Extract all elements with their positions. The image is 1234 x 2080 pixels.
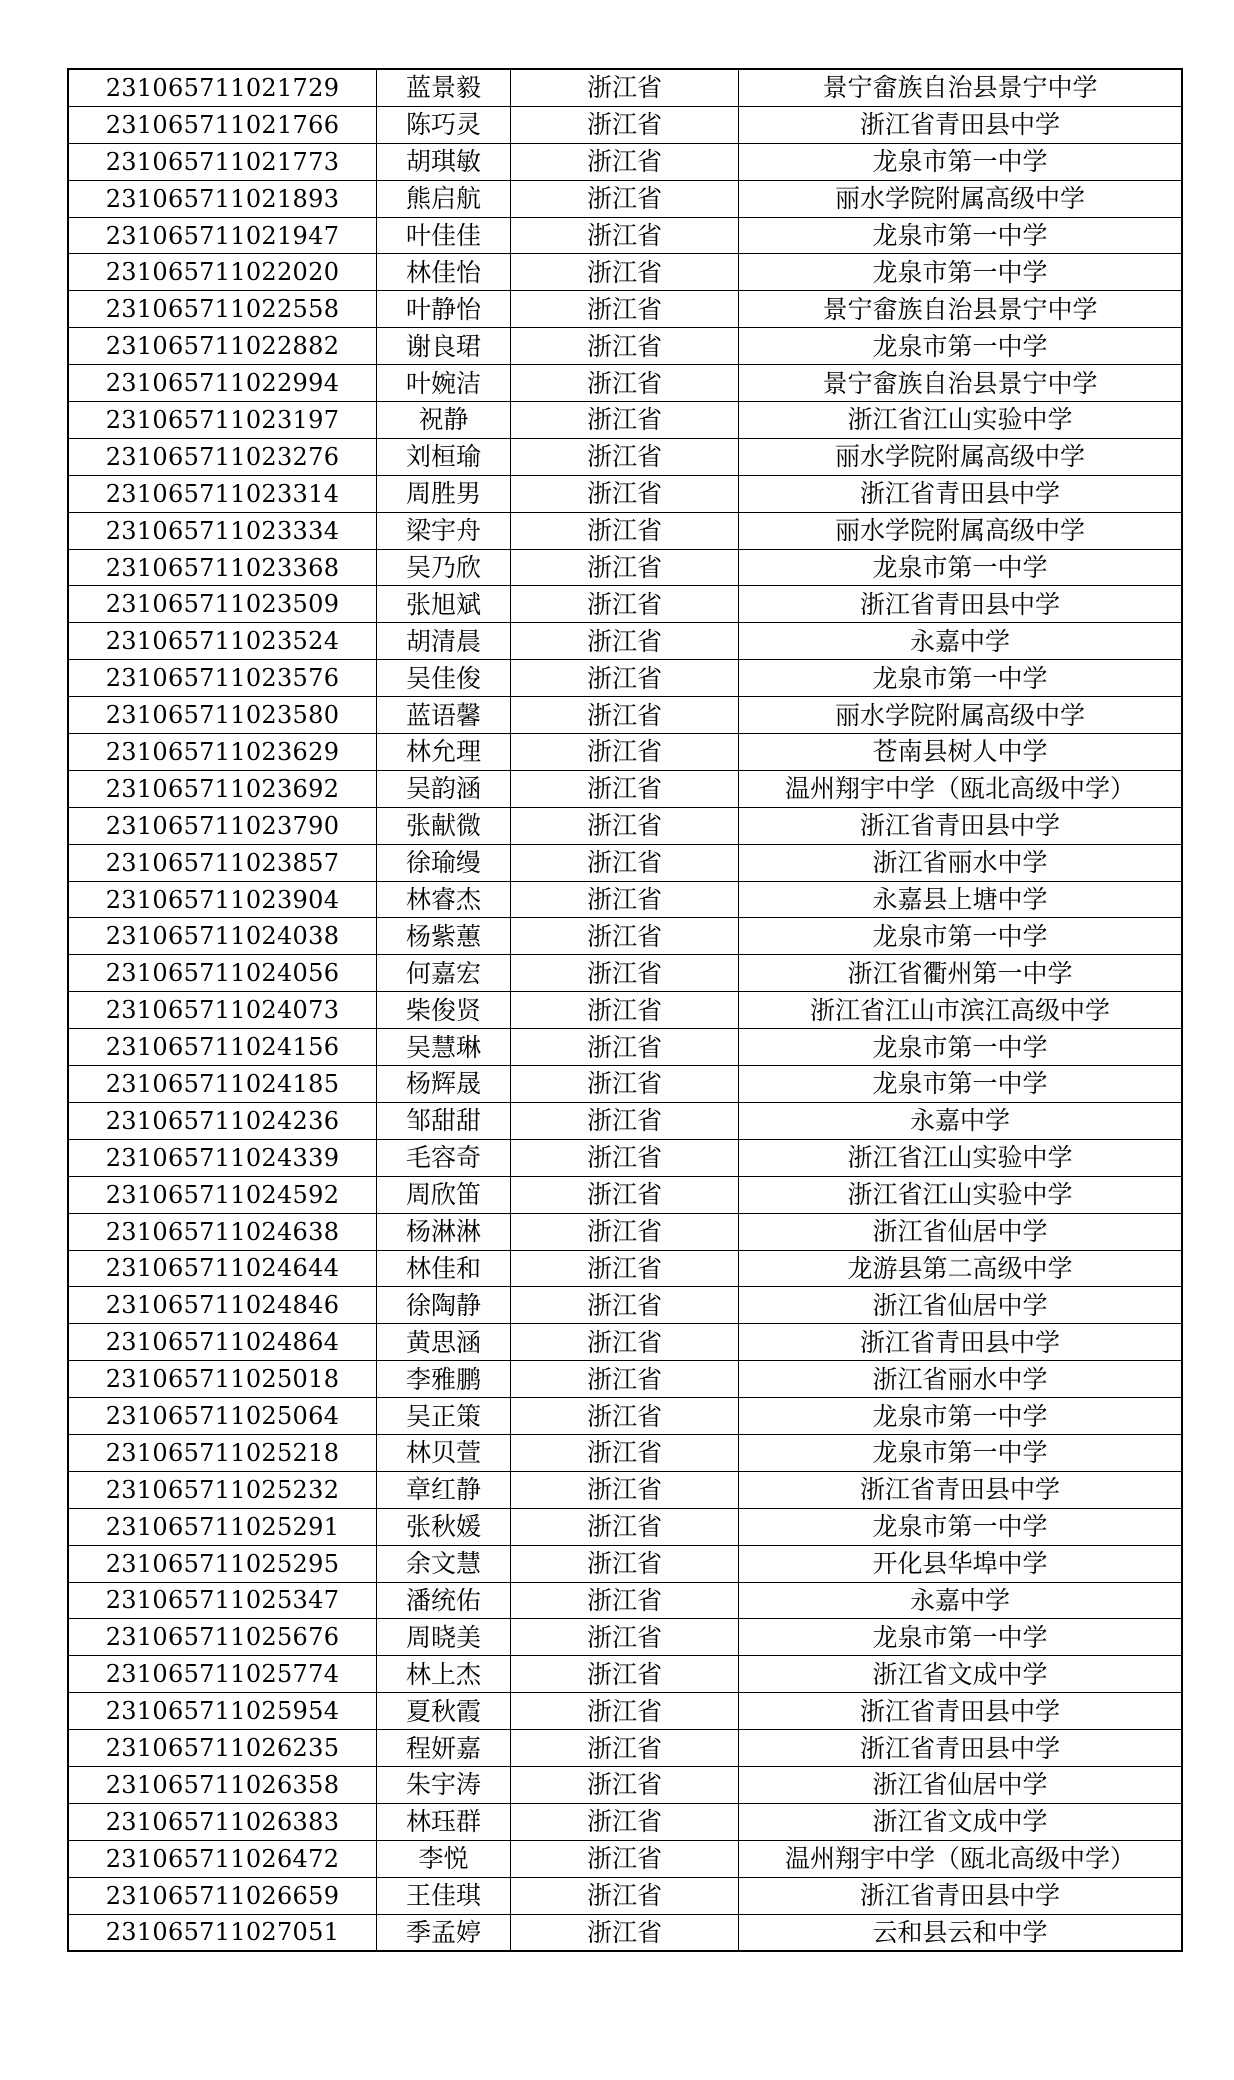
- school-cell: 浙江省青田县中学: [739, 475, 1183, 512]
- exam-number-cell: 231065711024056: [68, 955, 377, 992]
- school-cell: 浙江省青田县中学: [739, 586, 1183, 623]
- exam-number-cell: 231065711023580: [68, 697, 377, 734]
- exam-number-cell: 231065711025954: [68, 1693, 377, 1730]
- student-name-cell: 林贝萱: [377, 1434, 511, 1471]
- exam-number-cell: 231065711024038: [68, 918, 377, 955]
- province-cell: 浙江省: [511, 512, 739, 549]
- school-cell: 浙江省文成中学: [739, 1656, 1183, 1693]
- school-cell: 浙江省仙居中学: [739, 1287, 1183, 1324]
- province-cell: 浙江省: [511, 1434, 739, 1471]
- school-cell: 浙江省青田县中学: [739, 807, 1183, 844]
- table-row: [68, 1619, 1182, 1656]
- school-cell: 浙江省仙居中学: [739, 1213, 1183, 1250]
- school-cell: 浙江省青田县中学: [739, 106, 1183, 143]
- exam-number-cell: 231065711026235: [68, 1730, 377, 1767]
- table-row: [68, 1139, 1182, 1176]
- school-cell: 龙泉市第一中学: [739, 1029, 1183, 1066]
- exam-number-cell: 231065711023629: [68, 734, 377, 771]
- province-cell: 浙江省: [511, 992, 739, 1029]
- school-cell: 浙江省丽水中学: [739, 1361, 1183, 1398]
- province-cell: 浙江省: [511, 1656, 739, 1693]
- student-name-cell: 杨紫蕙: [377, 918, 511, 955]
- school-cell: 浙江省仙居中学: [739, 1766, 1183, 1803]
- school-cell: 浙江省衢州第一中学: [739, 955, 1183, 992]
- table-row: [68, 217, 1182, 254]
- table-row: [68, 1914, 1182, 1951]
- province-cell: 浙江省: [511, 1139, 739, 1176]
- school-cell: 永嘉中学: [739, 1102, 1183, 1139]
- exam-number-cell: 231065711021729: [68, 69, 377, 106]
- table-row: [68, 1693, 1182, 1730]
- province-cell: 浙江省: [511, 770, 739, 807]
- exam-number-cell: 231065711024236: [68, 1102, 377, 1139]
- exam-number-cell: 231065711026358: [68, 1766, 377, 1803]
- province-cell: 浙江省: [511, 918, 739, 955]
- province-cell: 浙江省: [511, 1398, 739, 1435]
- exam-number-cell: 231065711023576: [68, 660, 377, 697]
- school-cell: 永嘉中学: [739, 623, 1183, 660]
- province-cell: 浙江省: [511, 1287, 739, 1324]
- exam-number-cell: 231065711026472: [68, 1840, 377, 1877]
- exam-number-cell: 231065711025218: [68, 1434, 377, 1471]
- school-cell: 景宁畲族自治县景宁中学: [739, 291, 1183, 328]
- table-row: [68, 1066, 1182, 1103]
- school-cell: 龙泉市第一中学: [739, 328, 1183, 365]
- school-cell: 浙江省青田县中学: [739, 1324, 1183, 1361]
- student-name-cell: 何嘉宏: [377, 955, 511, 992]
- school-cell: 开化县华埠中学: [739, 1545, 1183, 1582]
- student-name-cell: 祝静: [377, 402, 511, 439]
- province-cell: 浙江省: [511, 291, 739, 328]
- province-cell: 浙江省: [511, 734, 739, 771]
- student-name-cell: 熊启航: [377, 180, 511, 217]
- student-name-cell: 蓝景毅: [377, 69, 511, 106]
- student-name-cell: 梁宇舟: [377, 512, 511, 549]
- exam-number-cell: 231065711024156: [68, 1029, 377, 1066]
- exam-number-cell: 231065711023509: [68, 586, 377, 623]
- exam-number-cell: 231065711026383: [68, 1803, 377, 1840]
- school-cell: 浙江省江山实验中学: [739, 402, 1183, 439]
- exam-number-cell: 231065711021947: [68, 217, 377, 254]
- school-cell: 龙泉市第一中学: [739, 143, 1183, 180]
- exam-number-cell: 231065711026659: [68, 1877, 377, 1914]
- province-cell: 浙江省: [511, 1582, 739, 1619]
- table-row: [68, 1840, 1182, 1877]
- exam-number-cell: 231065711021773: [68, 143, 377, 180]
- exam-number-cell: 231065711024638: [68, 1213, 377, 1250]
- table-row: [68, 1877, 1182, 1914]
- student-name-cell: 谢良珺: [377, 328, 511, 365]
- school-cell: 龙泉市第一中学: [739, 660, 1183, 697]
- table-row: [68, 365, 1182, 402]
- table-row: [68, 1656, 1182, 1693]
- school-cell: 龙泉市第一中学: [739, 217, 1183, 254]
- student-name-cell: 夏秋霞: [377, 1693, 511, 1730]
- student-name-cell: 李雅鹏: [377, 1361, 511, 1398]
- school-cell: 苍南县树人中学: [739, 734, 1183, 771]
- exam-number-cell: 231065711025232: [68, 1471, 377, 1508]
- student-name-cell: 林佳和: [377, 1250, 511, 1287]
- table-row: [68, 512, 1182, 549]
- student-name-cell: 胡琪敏: [377, 143, 511, 180]
- student-name-cell: 徐瑜缦: [377, 844, 511, 881]
- table-row: [68, 328, 1182, 365]
- student-name-cell: 杨辉晟: [377, 1066, 511, 1103]
- table-row: [68, 1361, 1182, 1398]
- exam-number-cell: 231065711025676: [68, 1619, 377, 1656]
- table-row: [68, 1766, 1182, 1803]
- province-cell: 浙江省: [511, 1250, 739, 1287]
- school-cell: 龙泉市第一中学: [739, 918, 1183, 955]
- table-row: [68, 402, 1182, 439]
- province-cell: 浙江省: [511, 1619, 739, 1656]
- school-cell: 温州翔宇中学（瓯北高级中学）: [739, 770, 1183, 807]
- province-cell: 浙江省: [511, 807, 739, 844]
- school-cell: 云和县云和中学: [739, 1914, 1183, 1951]
- student-table-body: [68, 69, 1182, 1951]
- table-row: [68, 143, 1182, 180]
- student-name-cell: 张秋媛: [377, 1508, 511, 1545]
- exam-number-cell: 231065711022558: [68, 291, 377, 328]
- province-cell: 浙江省: [511, 1877, 739, 1914]
- province-cell: 浙江省: [511, 1803, 739, 1840]
- table-row: [68, 881, 1182, 918]
- school-cell: 浙江省青田县中学: [739, 1471, 1183, 1508]
- table-row: [68, 1471, 1182, 1508]
- student-name-cell: 林允理: [377, 734, 511, 771]
- exam-number-cell: 231065711024592: [68, 1176, 377, 1213]
- table-row: [68, 807, 1182, 844]
- exam-number-cell: 231065711023368: [68, 549, 377, 586]
- student-name-cell: 吴慧琳: [377, 1029, 511, 1066]
- school-cell: 浙江省青田县中学: [739, 1693, 1183, 1730]
- school-cell: 龙泉市第一中学: [739, 1508, 1183, 1545]
- exam-number-cell: 231065711025291: [68, 1508, 377, 1545]
- school-cell: 龙泉市第一中学: [739, 1398, 1183, 1435]
- exam-number-cell: 231065711021766: [68, 106, 377, 143]
- student-name-cell: 林睿杰: [377, 881, 511, 918]
- exam-number-cell: 231065711025774: [68, 1656, 377, 1693]
- student-name-cell: 余文慧: [377, 1545, 511, 1582]
- student-name-cell: 李悦: [377, 1840, 511, 1877]
- table-row: [68, 1176, 1182, 1213]
- student-name-cell: 林上杰: [377, 1656, 511, 1693]
- student-name-cell: 胡清晨: [377, 623, 511, 660]
- province-cell: 浙江省: [511, 1176, 739, 1213]
- student-name-cell: 林珏群: [377, 1803, 511, 1840]
- table-row: [68, 770, 1182, 807]
- exam-number-cell: 231065711023692: [68, 770, 377, 807]
- student-name-cell: 潘统佑: [377, 1582, 511, 1619]
- student-name-cell: 杨淋淋: [377, 1213, 511, 1250]
- table-row: [68, 844, 1182, 881]
- exam-number-cell: 231065711024339: [68, 1139, 377, 1176]
- exam-number-cell: 231065711025018: [68, 1361, 377, 1398]
- table-row: [68, 1250, 1182, 1287]
- student-name-cell: 蓝语馨: [377, 697, 511, 734]
- school-cell: 丽水学院附属高级中学: [739, 180, 1183, 217]
- school-cell: 龙泉市第一中学: [739, 254, 1183, 291]
- province-cell: 浙江省: [511, 143, 739, 180]
- table-row: [68, 1508, 1182, 1545]
- province-cell: 浙江省: [511, 254, 739, 291]
- province-cell: 浙江省: [511, 623, 739, 660]
- table-row: [68, 254, 1182, 291]
- school-cell: 浙江省青田县中学: [739, 1730, 1183, 1767]
- student-name-cell: 朱宇涛: [377, 1766, 511, 1803]
- table-row: [68, 955, 1182, 992]
- student-name-cell: 程妍嘉: [377, 1730, 511, 1767]
- province-cell: 浙江省: [511, 549, 739, 586]
- exam-number-cell: 231065711021893: [68, 180, 377, 217]
- student-name-cell: 吴韵涵: [377, 770, 511, 807]
- school-cell: 龙泉市第一中学: [739, 1619, 1183, 1656]
- table-row: [68, 69, 1182, 106]
- school-cell: 龙泉市第一中学: [739, 1434, 1183, 1471]
- province-cell: 浙江省: [511, 844, 739, 881]
- province-cell: 浙江省: [511, 1066, 739, 1103]
- province-cell: 浙江省: [511, 217, 739, 254]
- province-cell: 浙江省: [511, 69, 739, 106]
- student-name-cell: 章红静: [377, 1471, 511, 1508]
- province-cell: 浙江省: [511, 1730, 739, 1767]
- student-name-cell: 陈巧灵: [377, 106, 511, 143]
- province-cell: 浙江省: [511, 1324, 739, 1361]
- student-name-cell: 柴俊贤: [377, 992, 511, 1029]
- province-cell: 浙江省: [511, 955, 739, 992]
- student-name-cell: 周晓美: [377, 1619, 511, 1656]
- table-row: [68, 1545, 1182, 1582]
- table-row: [68, 1434, 1182, 1471]
- school-cell: 龙泉市第一中学: [739, 549, 1183, 586]
- table-row: [68, 734, 1182, 771]
- student-name-cell: 叶婉洁: [377, 365, 511, 402]
- table-row: [68, 1803, 1182, 1840]
- student-name-cell: 叶静怡: [377, 291, 511, 328]
- school-cell: 浙江省江山市滨江高级中学: [739, 992, 1183, 1029]
- student-name-cell: 吴乃欣: [377, 549, 511, 586]
- table-row: [68, 992, 1182, 1029]
- province-cell: 浙江省: [511, 1102, 739, 1139]
- table-row: [68, 697, 1182, 734]
- school-cell: 永嘉县上塘中学: [739, 881, 1183, 918]
- exam-number-cell: 231065711022994: [68, 365, 377, 402]
- student-name-cell: 张献微: [377, 807, 511, 844]
- student-name-cell: 邹甜甜: [377, 1102, 511, 1139]
- school-cell: 永嘉中学: [739, 1582, 1183, 1619]
- exam-number-cell: 231065711027051: [68, 1914, 377, 1951]
- table-row: [68, 918, 1182, 955]
- province-cell: 浙江省: [511, 1213, 739, 1250]
- student-name-cell: 张旭斌: [377, 586, 511, 623]
- table-row: [68, 1324, 1182, 1361]
- admission-list-sheet: [67, 68, 1183, 1952]
- exam-number-cell: 231065711024644: [68, 1250, 377, 1287]
- table-row: [68, 586, 1182, 623]
- province-cell: 浙江省: [511, 1029, 739, 1066]
- school-cell: 丽水学院附属高级中学: [739, 438, 1183, 475]
- province-cell: 浙江省: [511, 1766, 739, 1803]
- student-name-cell: 徐陶静: [377, 1287, 511, 1324]
- exam-number-cell: 231065711025295: [68, 1545, 377, 1582]
- exam-number-cell: 231065711023790: [68, 807, 377, 844]
- province-cell: 浙江省: [511, 1914, 739, 1951]
- school-cell: 浙江省文成中学: [739, 1803, 1183, 1840]
- school-cell: 浙江省丽水中学: [739, 844, 1183, 881]
- exam-number-cell: 231065711022020: [68, 254, 377, 291]
- province-cell: 浙江省: [511, 1361, 739, 1398]
- student-name-cell: 吴佳俊: [377, 660, 511, 697]
- table-row: [68, 1029, 1182, 1066]
- table-row: [68, 438, 1182, 475]
- province-cell: 浙江省: [511, 402, 739, 439]
- province-cell: 浙江省: [511, 1471, 739, 1508]
- table-row: [68, 623, 1182, 660]
- table-row: [68, 1730, 1182, 1767]
- table-row: [68, 660, 1182, 697]
- school-cell: 龙泉市第一中学: [739, 1066, 1183, 1103]
- student-name-cell: 刘桓瑜: [377, 438, 511, 475]
- table-row: [68, 1102, 1182, 1139]
- exam-number-cell: 231065711024864: [68, 1324, 377, 1361]
- province-cell: 浙江省: [511, 475, 739, 512]
- student-table: [67, 68, 1183, 1952]
- school-cell: 景宁畲族自治县景宁中学: [739, 365, 1183, 402]
- province-cell: 浙江省: [511, 1508, 739, 1545]
- school-cell: 丽水学院附属高级中学: [739, 697, 1183, 734]
- province-cell: 浙江省: [511, 697, 739, 734]
- table-row: [68, 1582, 1182, 1619]
- table-row: [68, 180, 1182, 217]
- table-row: [68, 475, 1182, 512]
- table-row: [68, 1398, 1182, 1435]
- table-row: [68, 549, 1182, 586]
- exam-number-cell: 231065711023197: [68, 402, 377, 439]
- student-name-cell: 周欣笛: [377, 1176, 511, 1213]
- student-name-cell: 毛容奇: [377, 1139, 511, 1176]
- student-name-cell: 林佳怡: [377, 254, 511, 291]
- exam-number-cell: 231065711023857: [68, 844, 377, 881]
- exam-number-cell: 231065711024073: [68, 992, 377, 1029]
- table-row: [68, 291, 1182, 328]
- province-cell: 浙江省: [511, 438, 739, 475]
- province-cell: 浙江省: [511, 365, 739, 402]
- exam-number-cell: 231065711023276: [68, 438, 377, 475]
- table-row: [68, 106, 1182, 143]
- exam-number-cell: 231065711023524: [68, 623, 377, 660]
- student-name-cell: 吴正策: [377, 1398, 511, 1435]
- exam-number-cell: 231065711022882: [68, 328, 377, 365]
- exam-number-cell: 231065711024846: [68, 1287, 377, 1324]
- student-name-cell: 黄思涵: [377, 1324, 511, 1361]
- province-cell: 浙江省: [511, 881, 739, 918]
- province-cell: 浙江省: [511, 328, 739, 365]
- exam-number-cell: 231065711025064: [68, 1398, 377, 1435]
- school-cell: 丽水学院附属高级中学: [739, 512, 1183, 549]
- province-cell: 浙江省: [511, 180, 739, 217]
- student-name-cell: 王佳琪: [377, 1877, 511, 1914]
- province-cell: 浙江省: [511, 1840, 739, 1877]
- province-cell: 浙江省: [511, 106, 739, 143]
- province-cell: 浙江省: [511, 660, 739, 697]
- student-name-cell: 周胜男: [377, 475, 511, 512]
- school-cell: 温州翔宇中学（瓯北高级中学）: [739, 1840, 1183, 1877]
- exam-number-cell: 231065711023334: [68, 512, 377, 549]
- exam-number-cell: 231065711024185: [68, 1066, 377, 1103]
- table-row: [68, 1213, 1182, 1250]
- school-cell: 浙江省青田县中学: [739, 1877, 1183, 1914]
- province-cell: 浙江省: [511, 1693, 739, 1730]
- exam-number-cell: 231065711025347: [68, 1582, 377, 1619]
- exam-number-cell: 231065711023904: [68, 881, 377, 918]
- school-cell: 景宁畲族自治县景宁中学: [739, 69, 1183, 106]
- student-name-cell: 季孟婷: [377, 1914, 511, 1951]
- province-cell: 浙江省: [511, 1545, 739, 1582]
- table-row: [68, 1287, 1182, 1324]
- school-cell: 浙江省江山实验中学: [739, 1139, 1183, 1176]
- school-cell: 龙游县第二高级中学: [739, 1250, 1183, 1287]
- school-cell: 浙江省江山实验中学: [739, 1176, 1183, 1213]
- province-cell: 浙江省: [511, 586, 739, 623]
- exam-number-cell: 231065711023314: [68, 475, 377, 512]
- student-name-cell: 叶佳佳: [377, 217, 511, 254]
